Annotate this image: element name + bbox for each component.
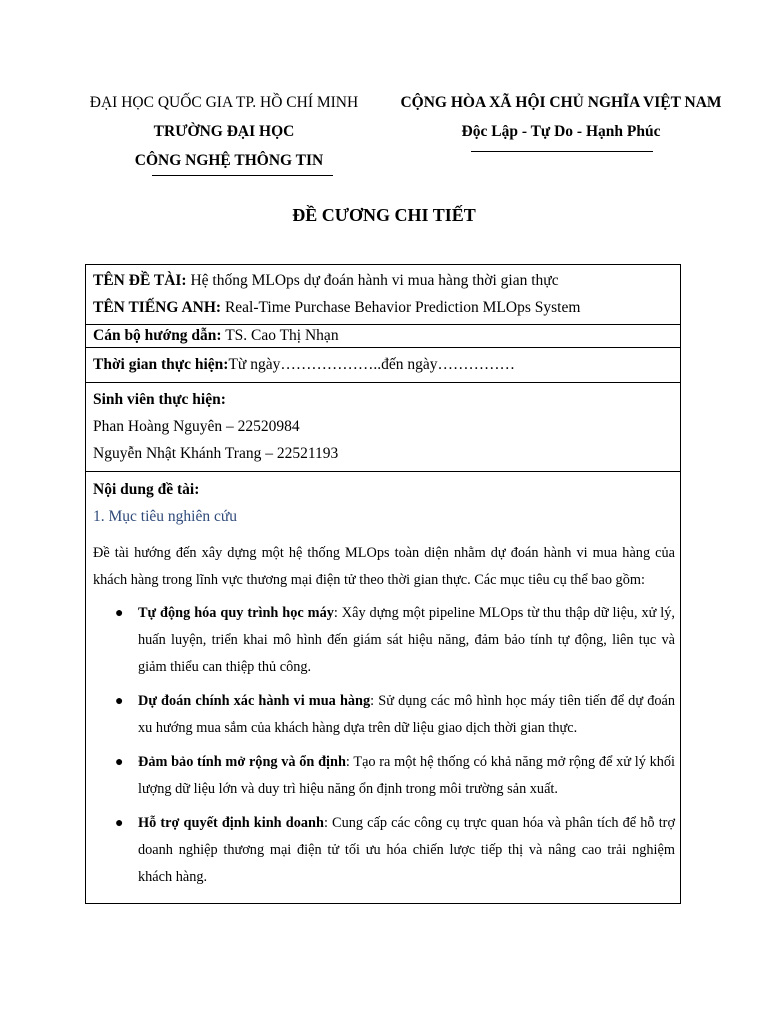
left-underline [152,175,333,176]
english-title-value: Real-Time Purchase Behavior Prediction MLOps System [221,299,581,316]
time-row [93,356,515,374]
objective-text: : Xây dựng một pipeline MLOps từ thu thập dữ liệu, xử lý, huấn luyện, triển khai mô hình đến giám sát hiệu năng, đảm bảo tính tự động, liên tục và giảm thiểu can thiệp thủ công. [138,605,675,675]
topic-value: Hệ thống MLOps dự đoán hành vi mua hàng thời gian thực [186,272,559,289]
objectives-list [93,600,675,891]
right-underline [471,151,653,152]
list-item [93,749,675,803]
faculty-line1: TRƯỜNG ĐẠI HỌC [153,123,295,140]
bullet-icon: ● [115,694,124,709]
objective-text: : Sử dụng các mô hình học máy tiên tiến để dự đoán xu hướng mua sắm của khách hàng dựa trên dữ liệu giao dịch thời gian thực. [138,693,675,736]
objective-title: Hỗ trợ quyết định kinh doanh [138,815,324,831]
objective-text: : Cung cấp các công cụ trực quan hóa và phân tích để hỗ trợ doanh nghiệp thương mại điện tử tối ưu hóa chiến lược tiếp thị và nâng cao trải nghiệm khách hàng. [138,815,676,885]
time-value: Từ ngày………………..đến ngày…………… [228,356,515,373]
time-label: Thời gian thực hiện: [93,356,229,373]
intro-paragraph: Đề tài hướng đến xây dựng một hệ thống MLOps toàn diện nhằm dự đoán hành vi mua hàng của khách hàng trong lĩnh vực thương mại điện tử theo thời gian thực. Các mục tiêu cụ thể bao gồm: [93,545,675,588]
objective-text: : Tạo ra một hệ thống có khả năng mở rộng để xử lý khối lượng dữ liệu lớn và duy trì hiệu năng ổn định trong môi trường sản xuất. [138,754,675,797]
divider [86,347,680,348]
students-label: Sinh viên thực hiện: [93,391,226,408]
university-name: ĐẠI HỌC QUỐC GIA TP. HỒ CHÍ MINH [89,94,359,111]
english-title-row [93,299,580,317]
list-item [93,600,675,681]
bullet-icon: ● [115,816,124,831]
objective-title: Đảm bảo tính mở rộng và ổn định [138,754,346,770]
objective-title: Dự đoán chính xác hành vi mua hàng [138,693,371,709]
country-name: CỘNG HÒA XÃ HỘI CHỦ NGHĨA VIỆT NAM [400,94,722,111]
topic-row [93,272,559,290]
bullet-icon: ● [115,755,124,770]
divider [86,324,680,325]
divider [86,471,680,472]
motto: Độc Lập - Tự Do - Hạnh Phúc [461,123,661,140]
advisor-value: TS. Cao Thị Nhạn [221,327,339,344]
section-heading: 1. Mục tiêu nghiên cứu [93,508,237,525]
bullet-icon: ● [115,606,124,621]
objective-title: Tự động hóa quy trình học máy [138,605,334,621]
page-title: ĐỀ CƯƠNG CHI TIẾT [292,205,476,225]
list-item [93,688,675,742]
advisor-label: Cán bộ hướng dẫn: [93,327,222,344]
advisor-row [93,327,339,345]
topic-label: TÊN ĐỀ TÀI: [93,272,187,289]
list-item [93,810,675,891]
outline-table [85,264,681,904]
student-1: Phan Hoàng Nguyên – 22520984 [93,418,300,435]
content-label: Nội dung đề tài: [93,481,200,498]
faculty-line2: CÔNG NGHỆ THÔNG TIN [134,152,324,169]
student-2: Nguyễn Nhật Khánh Trang – 22521193 [93,445,339,462]
divider [86,382,680,383]
english-title-label: TÊN TIẾNG ANH: [93,299,222,316]
